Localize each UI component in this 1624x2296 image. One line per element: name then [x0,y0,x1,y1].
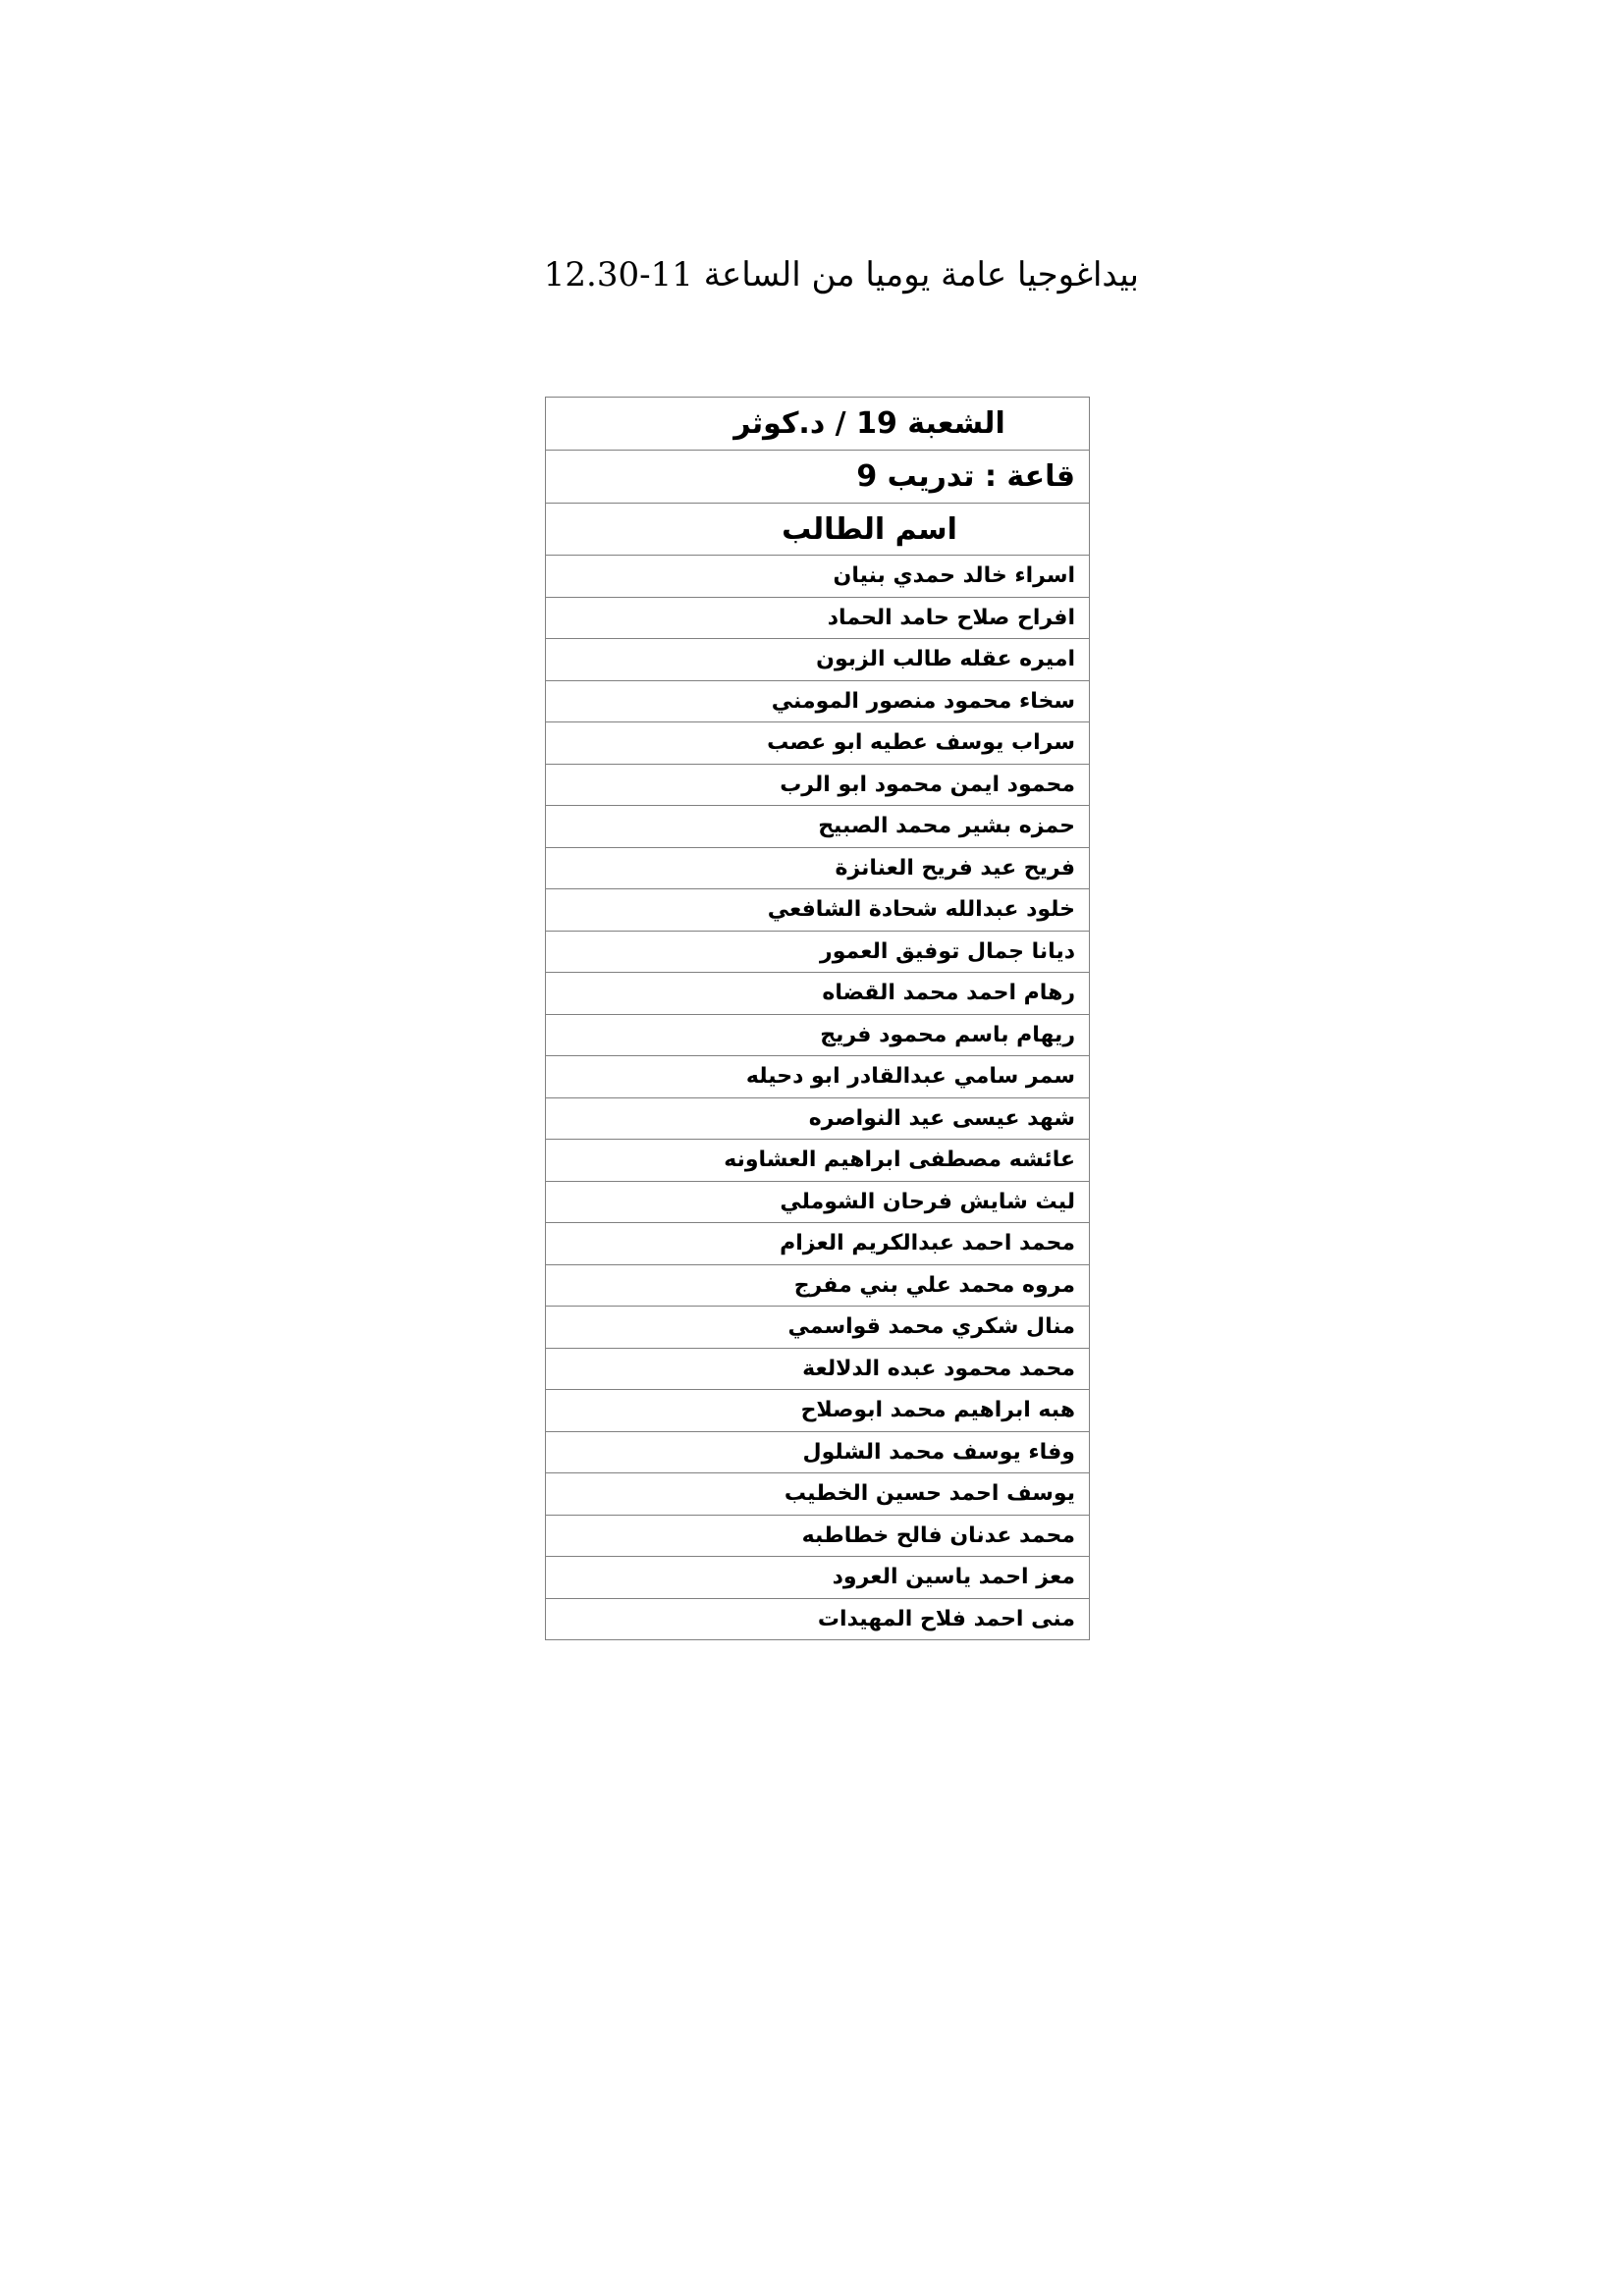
section-cell: الشعبة 19 / د.كوثر [546,398,1090,451]
student-name-cell: معز احمد ياسين العرود [546,1557,1090,1599]
table-row [546,1014,1090,1056]
roster-body [546,398,1090,1640]
student-name-cell: شهد عيسى عيد النواصره [546,1097,1090,1140]
student-name-cell: خلود عبدالله شحادة الشافعي [546,889,1090,932]
table-row [546,889,1090,932]
table-row [546,1557,1090,1599]
student-name-cell: ليث شايش فرحان الشوملي [546,1181,1090,1223]
student-name-cell: ديانا جمال توفيق العمور [546,931,1090,973]
table-row [546,556,1090,598]
student-name-cell: مروه محمد علي بني مفرج [546,1264,1090,1307]
table-row [546,1390,1090,1432]
student-name-cell: ريهام باسم محمود فريج [546,1014,1090,1056]
student-name-cell: هبه ابراهيم محمد ابوصلاح [546,1390,1090,1432]
document-title: بيداغوجيا عامة يوميا من الساعة 11-12.30 [543,255,1139,294]
student-name-cell: سمر سامي عبدالقادر ابو دحيله [546,1056,1090,1098]
student-name-cell: عائشه مصطفى ابراهيم العشاونه [546,1140,1090,1182]
table-row [546,1598,1090,1640]
table-row [546,1307,1090,1349]
table-row [546,680,1090,722]
student-name-cell: رهام احمد محمد القضاه [546,973,1090,1015]
student-name-cell: افراح صلاح حامد الحماد [546,597,1090,639]
student-name-cell: يوسف احمد حسين الخطيب [546,1473,1090,1516]
table-row [546,639,1090,681]
student-roster-table [545,397,1090,1640]
student-name-cell: اميره عقله طالب الزبون [546,639,1090,681]
table-row [546,1223,1090,1265]
table-row [546,722,1090,765]
student-name-cell: منال شكري محمد قواسمي [546,1307,1090,1349]
student-name-cell: منى احمد فلاح المهيدات [546,1598,1090,1640]
table-row [546,973,1090,1015]
hall-cell: قاعة : تدريب 9 [546,451,1090,504]
table-row [546,1473,1090,1516]
student-name-cell: سراب يوسف عطيه ابو عصب [546,722,1090,765]
column-header-row [546,504,1090,556]
student-name-cell: فريح عيد فريح العنانزة [546,847,1090,889]
table-row [546,1056,1090,1098]
student-name-cell: سخاء محمود منصور المومني [546,680,1090,722]
table-row [546,806,1090,848]
table-row [546,931,1090,973]
hall-row [546,451,1090,504]
table-row [546,1097,1090,1140]
table-row [546,597,1090,639]
student-name-cell: محمد عدنان فالح خطاطبه [546,1515,1090,1557]
table-row [546,764,1090,806]
table-row [546,1181,1090,1223]
column-header-student-name: اسم الطالب [546,504,1090,556]
table-row [546,1348,1090,1390]
student-name-cell: محمود ايمن محمود ابو الرب [546,764,1090,806]
table-row [546,1515,1090,1557]
table-row [546,1140,1090,1182]
table-row [546,847,1090,889]
student-name-cell: وفاء يوسف محمد الشلول [546,1431,1090,1473]
table-row [546,1431,1090,1473]
student-name-cell: حمزه بشير محمد الصبيح [546,806,1090,848]
student-name-cell: محمد محمود عبده الدلالعة [546,1348,1090,1390]
student-name-cell: محمد احمد عبدالكريم العزام [546,1223,1090,1265]
table-row [546,1264,1090,1307]
section-row [546,398,1090,451]
student-name-cell: اسراء خالد حمدي بنيان [546,556,1090,598]
